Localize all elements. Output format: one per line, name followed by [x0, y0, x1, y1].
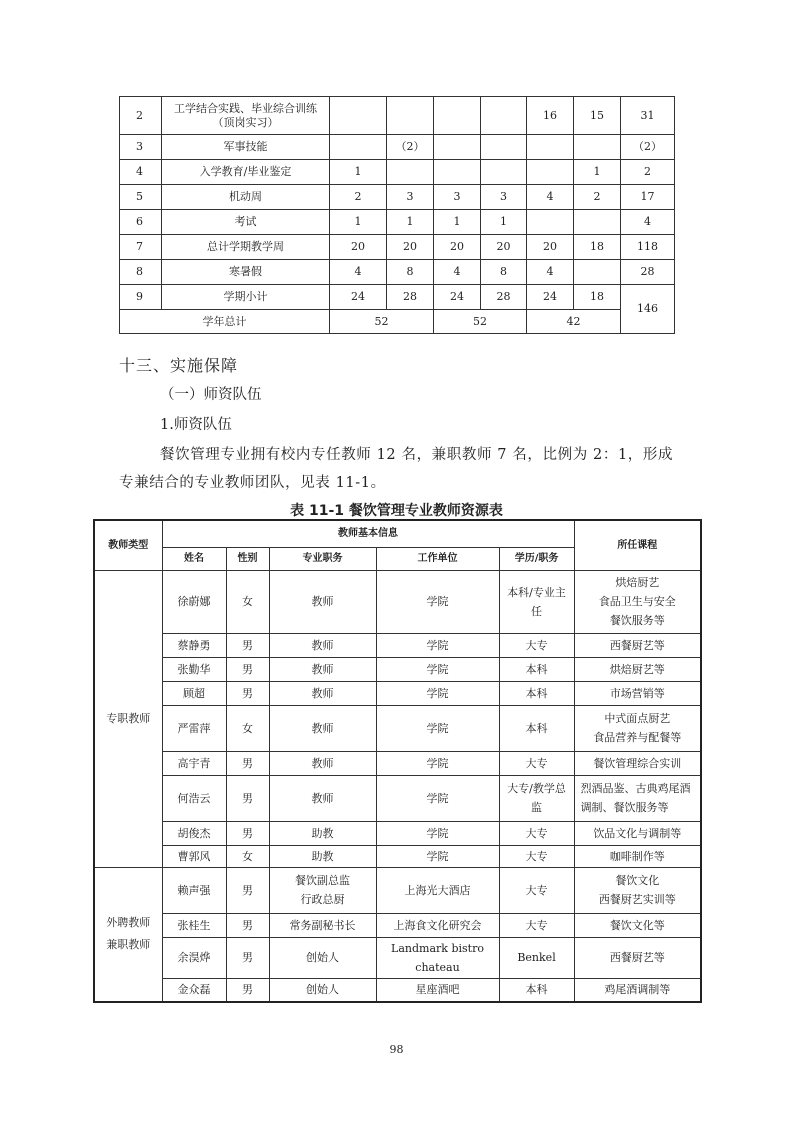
semester-value: 24 — [527, 285, 574, 310]
teacher-unit: 学院 — [376, 705, 499, 751]
teacher-name: 金众磊 — [162, 978, 226, 1002]
teacher-title: 助教 — [269, 821, 376, 845]
teacher-gender: 男 — [226, 681, 269, 705]
table-row — [94, 821, 701, 845]
row-total: 28 — [621, 260, 675, 285]
header-unit: 工作单位 — [376, 547, 499, 570]
teacher-name: 何浩云 — [162, 775, 226, 821]
teacher-courses: 市场营销等 — [574, 681, 701, 705]
teacher-name: 徐蔚娜 — [162, 570, 226, 633]
teacher-name: 高宇青 — [162, 751, 226, 775]
semester-value: 1 — [574, 160, 621, 185]
teacher-courses: 餐饮文化 西餐厨艺实训等 — [574, 867, 701, 913]
row-total: （2） — [621, 135, 675, 160]
semester-value — [574, 210, 621, 235]
teacher-unit: 学院 — [376, 775, 499, 821]
row-number: 8 — [120, 260, 162, 285]
teacher-education: 本科/专业主任 — [499, 570, 574, 633]
semester-value: 1 — [330, 160, 387, 185]
semester-value — [434, 160, 481, 185]
year-total-value: 52 — [330, 310, 434, 334]
row-item: 工学结合实践、毕业综合训练（顶岗实习） — [162, 97, 330, 135]
teacher-name: 赖声强 — [162, 867, 226, 913]
semester-value: 3 — [481, 185, 527, 210]
semester-value: 1 — [387, 210, 434, 235]
teacher-gender: 男 — [226, 913, 269, 937]
semester-value — [481, 160, 527, 185]
row-item: 学期小计 — [162, 285, 330, 310]
semester-value: 24 — [330, 285, 387, 310]
semester-value — [330, 135, 387, 160]
teacher-education: 大专 — [499, 633, 574, 657]
teacher-education: 大专 — [499, 913, 574, 937]
teacher-title: 教师 — [269, 633, 376, 657]
header-basic-info: 教师基本信息 — [162, 520, 574, 547]
teacher-education: 大专 — [499, 821, 574, 845]
teacher-group-label: 专职教师 — [94, 570, 162, 867]
semester-value: 2 — [330, 185, 387, 210]
semester-value: 20 — [387, 235, 434, 260]
teacher-title: 教师 — [269, 657, 376, 681]
table-row — [94, 775, 701, 821]
semester-value — [527, 210, 574, 235]
semester-value: 15 — [574, 97, 621, 135]
table-caption: 表 11-1 餐饮管理专业教师资源表 — [290, 503, 503, 519]
semester-value: 18 — [574, 235, 621, 260]
header-courses: 所任课程 — [574, 520, 701, 570]
row-total: 2 — [621, 160, 675, 185]
teacher-unit: 学院 — [376, 570, 499, 633]
teacher-name: 严雷萍 — [162, 705, 226, 751]
teacher-courses: 鸡尾酒调制等 — [574, 978, 701, 1002]
semester-value: 20 — [434, 235, 481, 260]
teacher-title: 教师 — [269, 570, 376, 633]
table-row — [94, 633, 701, 657]
teacher-gender: 男 — [226, 633, 269, 657]
row-number: 4 — [120, 160, 162, 185]
semester-value — [527, 135, 574, 160]
teacher-unit: 学院 — [376, 751, 499, 775]
semester-value: 18 — [574, 285, 621, 310]
teacher-gender: 女 — [226, 570, 269, 633]
teacher-unit: 学院 — [376, 821, 499, 845]
teacher-title: 创始人 — [269, 978, 376, 1002]
table-row — [120, 285, 675, 310]
teacher-courses: 烈酒品鉴、古典鸡尾酒调制、餐饮服务等 — [574, 775, 701, 821]
teacher-name: 胡俊杰 — [162, 821, 226, 845]
table-row — [94, 978, 701, 1002]
teacher-title: 教师 — [269, 775, 376, 821]
table-row — [94, 751, 701, 775]
teacher-gender: 男 — [226, 867, 269, 913]
table-row — [94, 705, 701, 751]
table-row — [94, 657, 701, 681]
semester-value: （2） — [387, 135, 434, 160]
row-total: 118 — [621, 235, 675, 260]
teacher-gender: 男 — [226, 978, 269, 1002]
teacher-education: 大专/教学总监 — [499, 775, 574, 821]
table-row — [94, 845, 701, 867]
year-total-row — [120, 310, 675, 334]
teacher-education: 本科 — [499, 978, 574, 1002]
teacher-courses: 中式面点厨艺 食品营养与配餐等 — [574, 705, 701, 751]
row-item: 总计学期教学周 — [162, 235, 330, 260]
header-title: 专业职务 — [269, 547, 376, 570]
teacher-name: 曹郭风 — [162, 845, 226, 867]
subsubheading: 1.师资队伍 — [160, 417, 232, 433]
teacher-gender: 男 — [226, 937, 269, 978]
teacher-title: 教师 — [269, 705, 376, 751]
teacher-unit: 学院 — [376, 633, 499, 657]
row-total: 31 — [621, 97, 675, 135]
teacher-courses: 咖啡制作等 — [574, 845, 701, 867]
table-row — [120, 135, 675, 160]
teacher-education: 本科 — [499, 657, 574, 681]
year-total-label: 学年总计 — [120, 310, 330, 334]
teacher-unit: 学院 — [376, 681, 499, 705]
teacher-education: 大专 — [499, 867, 574, 913]
teacher-gender: 男 — [226, 775, 269, 821]
teacher-unit: Landmark bistro chateau — [376, 937, 499, 978]
semester-value: 20 — [527, 235, 574, 260]
row-number: 3 — [120, 135, 162, 160]
table-row — [94, 681, 701, 705]
teacher-unit: 上海食文化研究会 — [376, 913, 499, 937]
semester-value — [387, 97, 434, 135]
teacher-courses: 烘焙厨艺 食品卫生与安全 餐饮服务等 — [574, 570, 701, 633]
semester-value: 3 — [387, 185, 434, 210]
semester-value: 16 — [527, 97, 574, 135]
teacher-courses: 餐饮管理综合实训 — [574, 751, 701, 775]
row-item: 考试 — [162, 210, 330, 235]
semester-value: 28 — [387, 285, 434, 310]
teacher-education: 大专 — [499, 751, 574, 775]
teacher-group-label: 外聘教师 兼职教师 — [94, 867, 162, 1002]
teacher-title: 常务副秘书长 — [269, 913, 376, 937]
semester-value — [330, 97, 387, 135]
teacher-title: 餐饮副总监 行政总厨 — [269, 867, 376, 913]
semester-value: 2 — [574, 185, 621, 210]
table-row — [94, 937, 701, 978]
teacher-gender: 女 — [226, 705, 269, 751]
table-row — [120, 97, 675, 135]
semester-value: 1 — [330, 210, 387, 235]
teacher-name: 余淏烨 — [162, 937, 226, 978]
teacher-unit: 学院 — [376, 657, 499, 681]
row-total: 146 — [621, 285, 675, 334]
semester-value: 4 — [527, 185, 574, 210]
table-row — [120, 235, 675, 260]
teacher-name: 张桂生 — [162, 913, 226, 937]
table-row — [120, 185, 675, 210]
header-gender: 性别 — [226, 547, 269, 570]
semester-value: 20 — [330, 235, 387, 260]
teacher-gender: 男 — [226, 751, 269, 775]
teaching-weeks-table — [119, 96, 675, 334]
teacher-courses: 餐饮文化等 — [574, 913, 701, 937]
teacher-unit: 学院 — [376, 845, 499, 867]
semester-value: 24 — [434, 285, 481, 310]
teacher-education: 本科 — [499, 681, 574, 705]
semester-value: 28 — [481, 285, 527, 310]
row-number: 9 — [120, 285, 162, 310]
table-row — [120, 210, 675, 235]
semester-value — [481, 135, 527, 160]
teacher-name: 蔡静勇 — [162, 633, 226, 657]
section-heading: 十三、实施保障 — [119, 356, 239, 375]
header-education: 学历/职务 — [499, 547, 574, 570]
teacher-courses: 烘焙厨艺等 — [574, 657, 701, 681]
row-number: 7 — [120, 235, 162, 260]
row-item: 机动周 — [162, 185, 330, 210]
teacher-name: 张勤华 — [162, 657, 226, 681]
semester-value — [527, 160, 574, 185]
semester-value: 1 — [434, 210, 481, 235]
year-total-value: 42 — [527, 310, 621, 334]
row-number: 2 — [120, 97, 162, 135]
row-number: 5 — [120, 185, 162, 210]
subheading: （一）师资队伍 — [160, 387, 262, 403]
row-number: 6 — [120, 210, 162, 235]
semester-value: 3 — [434, 185, 481, 210]
row-item: 入学教育/毕业鉴定 — [162, 160, 330, 185]
table-row — [94, 867, 701, 913]
teacher-education: Benkel — [499, 937, 574, 978]
semester-value: 1 — [481, 210, 527, 235]
teacher-courses: 西餐厨艺等 — [574, 633, 701, 657]
teacher-courses: 西餐厨艺等 — [574, 937, 701, 978]
teacher-education: 本科 — [499, 705, 574, 751]
page-number: 98 — [389, 1043, 404, 1056]
table-row — [120, 260, 675, 285]
teacher-gender: 男 — [226, 657, 269, 681]
header-name: 姓名 — [162, 547, 226, 570]
semester-value: 20 — [481, 235, 527, 260]
teacher-unit: 星座酒吧 — [376, 978, 499, 1002]
teacher-education: 大专 — [499, 845, 574, 867]
table-row — [120, 160, 675, 185]
semester-value: 4 — [434, 260, 481, 285]
teacher-title: 教师 — [269, 681, 376, 705]
semester-value — [434, 97, 481, 135]
header-teacher-type: 教师类型 — [94, 520, 162, 570]
semester-value: 4 — [527, 260, 574, 285]
teacher-title: 教师 — [269, 751, 376, 775]
row-total: 4 — [621, 210, 675, 235]
semester-value: 8 — [481, 260, 527, 285]
teacher-unit: 上海光大酒店 — [376, 867, 499, 913]
row-item: 寒暑假 — [162, 260, 330, 285]
semester-value — [481, 97, 527, 135]
teacher-gender: 男 — [226, 821, 269, 845]
body-paragraph: 餐饮管理专业拥有校内专任教师 12 名，兼职教师 7 名，比例为 2：1，形成专兼结合的专业教师团队，见表 11-1。 — [119, 447, 674, 491]
year-total-value: 52 — [434, 310, 527, 334]
teacher-courses: 饮品文化与调制等 — [574, 821, 701, 845]
semester-value — [574, 260, 621, 285]
semester-value: 4 — [330, 260, 387, 285]
semester-value: 8 — [387, 260, 434, 285]
table-row — [94, 570, 701, 633]
semester-value — [434, 135, 481, 160]
row-total: 17 — [621, 185, 675, 210]
teacher-title: 助教 — [269, 845, 376, 867]
staff-resource-table — [93, 519, 702, 1003]
table-row — [94, 913, 701, 937]
semester-value — [387, 160, 434, 185]
semester-value — [574, 135, 621, 160]
row-item: 军事技能 — [162, 135, 330, 160]
teacher-title: 创始人 — [269, 937, 376, 978]
teacher-name: 顾超 — [162, 681, 226, 705]
teacher-gender: 女 — [226, 845, 269, 867]
